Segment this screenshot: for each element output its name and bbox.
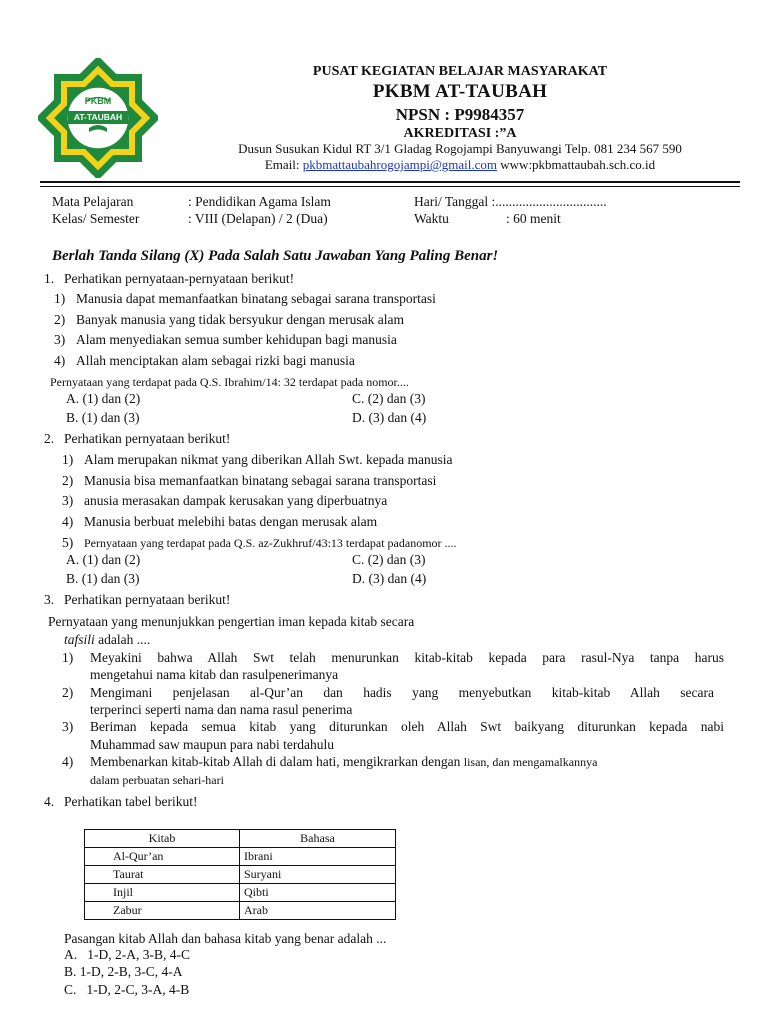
q1-prompt: Perhatikan pernyataan-pernyataan berikut! [64,271,295,286]
q1-statement-text: Manusia dapat memanfaatkan binatang sebagai sarana transportasi [76,291,436,306]
q3-statement-line: Muhammad saw maupun para nabi terdahulu [90,737,335,752]
q2-number: 2. [44,431,55,446]
q2-option-c[interactable]: C. (2) dan (3) [352,552,426,567]
table-cell: Suryani [240,866,396,884]
q2-option-d[interactable]: D. (3) dan (4) [352,571,427,586]
website-text: www:pkbmattaubah.sch.co.id [500,157,656,172]
header-rule-thin [40,186,740,187]
table-cell: Qibti [240,884,396,902]
q1-option-c[interactable]: C. (2) dan (3) [352,391,426,406]
q3-statement-number: 2) [62,685,74,700]
q2-option-a[interactable]: A. (1) dan (2) [66,552,141,567]
date-label: Hari/ Tanggal :................................. [414,194,607,209]
q2-option-b[interactable]: B. (1) dan (3) [66,571,140,586]
table-row [85,866,396,884]
table-header-row [85,830,396,848]
kitab-table [84,829,396,920]
header-accreditation: AKREDITASI :”A [403,126,517,141]
q3-statement-line: Meyakini bahwa Allah Swt telah menurunkan kitab-kitab kepada para rasul-Nya tanpa harus [90,650,724,665]
email-link[interactable]: pkbmattaubahrogojampi@gmail.com [302,157,498,172]
class-value: : VIII (Delapan) / 2 (Dua) [188,211,328,226]
q1-statement-text: Alam menyediakan semua sumber kehidupan bagi manusia [76,332,397,347]
header-contact [160,157,760,173]
q2-statement-text: Pernyataan yang terdapat pada Q.S. az-Zukhruf/43:13 terdapat padanomor .... [84,536,457,550]
table-cell: Injil [85,884,240,902]
q3-statement-line: terperinci seperti nama dan nama rasul penerima [90,702,353,717]
q3-stem-continuation [64,632,150,648]
table-row [85,884,396,902]
q3-statement-number: 4) [62,754,74,769]
q1-number: 1. [44,271,55,286]
q1-statement-number: 3) [54,332,66,347]
header-address: Dusun Susukan Kidul RT 3/1 Gladag Rogojampi Banyuwangi Telp. 081 234 567 590 [238,141,682,156]
q4-option-b[interactable]: B. 1-D, 2-B, 3-C, 4-A [64,964,183,979]
q1-statement-text: Allah menciptakan alam sebagai rizki bagi manusia [76,353,355,368]
table-row [85,848,396,866]
instruction: Berlah Tanda Silang (X) Pada Salah Satu Jawaban Yang Paling Benar! [52,248,499,264]
table-cell: Ibrani [240,848,396,866]
q4-number: 4. [44,794,55,809]
q1-statement-number: 1) [54,291,66,306]
table-cell: Al-Qur’an [85,848,240,866]
q3-stem-rest: adalah .... [94,632,151,647]
time-value: : 60 menit [506,211,561,226]
q1-option-b[interactable]: B. (1) dan (3) [66,410,140,425]
q3-statement-line: Beriman kepada semua kitab yang diturunkan oleh Allah Swt baikyang diturunkan kepada nabi [90,719,724,734]
q2-statement-text: Alam merupakan nikmat yang diberikan Allah Swt. kepada manusia [84,452,453,467]
q2-statement-number: 4) [62,514,74,529]
q3-stem: Pernyataan yang menunjukkan pengertian iman kepada kitab secara [48,614,415,629]
q2-statement-text: Manusia berbuat melebihi batas dengan merusak alam [84,514,378,529]
q1-statement-number: 4) [54,353,66,368]
q3-prompt: Perhatikan pernyataan berikut! [64,592,231,607]
logo-text-top: PKBM [84,96,112,106]
header-npsn: NPSN : P9984357 [395,105,525,124]
header-school-name: PKBM AT-TAUBAH [372,81,548,102]
school-logo [38,58,158,178]
q2-statement-number: 3) [62,493,74,508]
q4-option-c[interactable]: C. 1-D, 2-C, 3-A, 4-B [64,982,190,997]
q1-statement-text: Banyak manusia yang tidak bersyukur dengan merusak alam [76,312,405,327]
header-line-1: PUSAT KEGIATAN BELAJAR MASYARAKAT [312,64,608,79]
table-header: Kitab [85,830,240,848]
q1-question: Pernyataan yang terdapat pada Q.S. Ibrahim/14: 32 terdapat pada nomor.... [50,375,409,389]
q1-option-a[interactable]: A. (1) dan (2) [66,391,141,406]
table-cell: Arab [240,902,396,920]
q3-statement-line: Mengimani penjelasan al-Qur’an dan hadis yang menyebutkan kitab-kitab Allah secara [90,685,714,700]
q4-question: Pasangan kitab Allah dan bahasa kitab yang benar adalah ... [64,931,387,946]
q3-number: 3. [44,592,55,607]
time-label: Waktu [414,211,449,226]
q3-statement-line-part: lisan, dan mengamalkannya [463,755,598,769]
class-label: Kelas/ Semester [52,211,140,226]
q2-statement-number: 1) [62,452,74,467]
q1-option-d[interactable]: D. (3) dan (4) [352,410,427,425]
table-row [85,902,396,920]
q3-statement-line-part: Membenarkan kitab-kitab Allah di dalam hati, mengikrarkan dengan [90,754,464,769]
q2-statement-text: Manusia bisa memanfaatkan binatang sebagai sarana transportasi [84,473,437,488]
email-label: Email: [264,157,300,172]
q4-option-a[interactable]: A. 1-D, 2-A, 3-B, 4-C [64,947,190,962]
subject-value: : Pendidikan Agama Islam [188,194,331,209]
q3-statement-line: dalam perbuatan sehari-hari [90,773,224,787]
q2-statement-number: 5) [62,535,74,550]
q1-statement-number: 2) [54,312,66,327]
q2-statement-number: 2) [62,473,74,488]
q2-statement-text: anusia merasakan dampak kerusakan yang diperbuatnya [84,493,388,508]
q3-statement-line: mengetahui nama kitab dan rasulpenerimanya [90,667,339,682]
q4-prompt: Perhatikan tabel berikut! [64,794,198,809]
subject-label: Mata Pelajaran [52,194,134,209]
logo-text-bottom: AT-TAUBAH [73,112,123,122]
q3-stem-italic: tafsili [64,632,95,647]
q3-statement-number: 1) [62,650,74,665]
table-header: Bahasa [240,830,396,848]
q2-prompt: Perhatikan pernyataan berikut! [64,431,231,446]
table-cell: Taurat [85,866,240,884]
q3-statement-number: 3) [62,719,74,734]
q3-statement-line [90,754,724,770]
table-cell: Zabur [85,902,240,920]
header-rule-thick [40,181,740,183]
